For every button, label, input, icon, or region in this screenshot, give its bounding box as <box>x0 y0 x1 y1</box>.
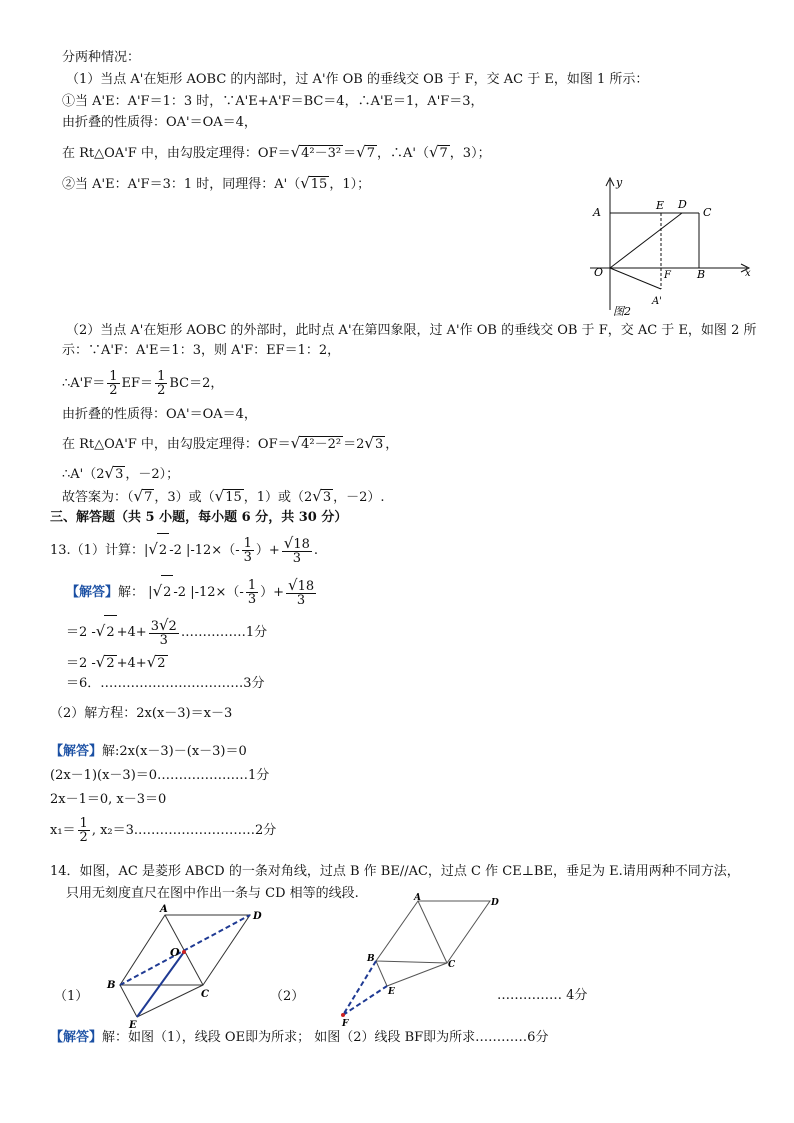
segment-fe <box>343 986 387 1015</box>
segment-ce <box>137 985 203 1017</box>
label: B <box>107 980 116 991</box>
label: D <box>253 911 262 922</box>
segment-be <box>376 961 387 986</box>
label: C <box>448 960 456 970</box>
text-line: 由折叠的性质得：OA'＝OA＝4， <box>62 115 257 130</box>
label: D <box>678 198 687 211</box>
answer-14: 【解答】解：如图（1），线段 OE即为所求； 如图（2）线段 BF即为所求…………6分 <box>50 1030 549 1045</box>
coordinate-figure-2 <box>585 178 760 318</box>
segment-oa-prime <box>610 268 661 289</box>
label: F <box>342 1019 349 1029</box>
text-line: （1）当点 A'在矩形 AOBC 的内部时，过 A'作 OB 的垂线交 OB 于 F，交 AC 于 E，如图 1 所示： <box>66 72 649 87</box>
answer-13-1: 【解答】解： |√2 -2 |-12×（- $\frac{1}{3}$ ）+ $\frac{√18}{3}$ <box>66 574 318 608</box>
math-step: ＝2 -√2 +4+√2 <box>66 653 166 671</box>
rhombus-figure-1 <box>100 905 270 1030</box>
math-line: 在 Rt△OA'F 中，由勾股定理得：OF＝√4²－3² ＝√7 ，∴A'（√7 ，3）； <box>62 143 491 161</box>
label: A <box>593 206 601 219</box>
point-o <box>182 950 186 954</box>
text-line: 由折叠的性质得：OA'＝OA＝4， <box>62 407 257 422</box>
text-line: 分两种情况： <box>62 50 141 65</box>
math-step: 2x－1＝0, x－3＝0 <box>50 792 167 807</box>
segment-bf <box>343 961 376 1015</box>
label: B <box>367 954 375 964</box>
score-note: …………… 4分 <box>497 988 588 1003</box>
segment-be <box>120 985 137 1017</box>
math-step: ＝2 -√2 +4+ $\frac{3√2}{3}$ ……………1分 <box>66 614 267 648</box>
label: D <box>491 898 499 908</box>
answer-13-2: 【解答】解:2x(x－3)－(x－3)＝0 <box>50 744 247 759</box>
segment-ce <box>387 963 447 986</box>
label: O <box>170 946 180 959</box>
figure-tag: （2） <box>270 989 305 1004</box>
text-line: ①当 A'E：A'F＝1：3 时，∵A'E+A'F＝BC＝4，∴A'E＝1，A'F＝3， <box>62 94 484 109</box>
math-step: (2x－1)(x－3)＝0…………………1分 <box>50 768 270 783</box>
segment-od <box>610 213 682 268</box>
section-heading: 三、解答题（共 5 小题，每小题 6 分，共 30 分） <box>50 510 348 525</box>
figure-tag: （1） <box>54 989 89 1004</box>
label: C <box>703 206 712 219</box>
diagonal-ac <box>418 901 447 963</box>
math-line: ∴A'（2√3 ，－2）； <box>62 464 180 482</box>
label: E <box>656 199 665 212</box>
math-line: 在 Rt△OA'F 中，由勾股定理得：OF＝√4²－2² ＝2√3 ， <box>62 434 399 452</box>
label: A <box>414 893 421 903</box>
point-f <box>341 1013 345 1017</box>
label: x <box>745 268 751 279</box>
math-step: x₁＝ $\frac{1}{2}$ , x₂＝3.………………………2分 <box>50 816 277 845</box>
diagonal-bd-dashed <box>120 915 250 985</box>
text-line: （2）当点 A'在矩形 AOBC 的外部时，此时点 A'在第四象限，过 A'作 OB 的垂线交 OB 于 F，交 AC 于 E，如图 2 所 <box>66 323 757 338</box>
rhombus-figure-2 <box>335 893 505 1028</box>
figure-caption: 图2 <box>613 305 631 318</box>
question-13-1: 13.（1）计算：|√2 -2 |-12×（- $\frac{1}{3}$ ）+ $\frac{√18}{3}$ . <box>50 532 318 566</box>
math-line: ②当 A'E：A'F＝3：1 时，同理得：A'（√15 ，1）； <box>62 174 371 192</box>
math-step: ＝6．……………………………3分 <box>66 676 265 691</box>
text-line: 示：∵A'F：A'E＝1：3，则 A'F：EF＝1：2， <box>62 343 341 358</box>
label: B <box>697 268 706 281</box>
question-13-2: （2）解方程：2x(x－3)＝x－3 <box>50 706 233 721</box>
label: A <box>160 904 168 915</box>
label: A' <box>652 296 662 307</box>
label: F <box>664 270 671 281</box>
label: C <box>201 989 209 1000</box>
math-line: 故答案为：（√7 ，3）或（√15 ，1）或（2√3 ，－2）. <box>62 487 385 505</box>
label: O <box>594 266 604 279</box>
question-14-line2: 只用无刻度直尺在图中作出一条与 CD 相等的线段. <box>66 886 359 901</box>
question-14: 14．如图，AC 是菱形 ABCD 的一条对角线，过点 B 作 BE//AC，过点 C 作 CE⊥BE，垂足为 E.请用两种不同方法， <box>50 864 740 879</box>
label: E <box>129 1020 137 1031</box>
label: E <box>388 987 395 997</box>
math-line: ∴A'F＝ $\frac{1}{2}$ EF＝ $\frac{1}{2}$ BC＝2， <box>62 369 224 398</box>
label: y <box>616 176 623 189</box>
